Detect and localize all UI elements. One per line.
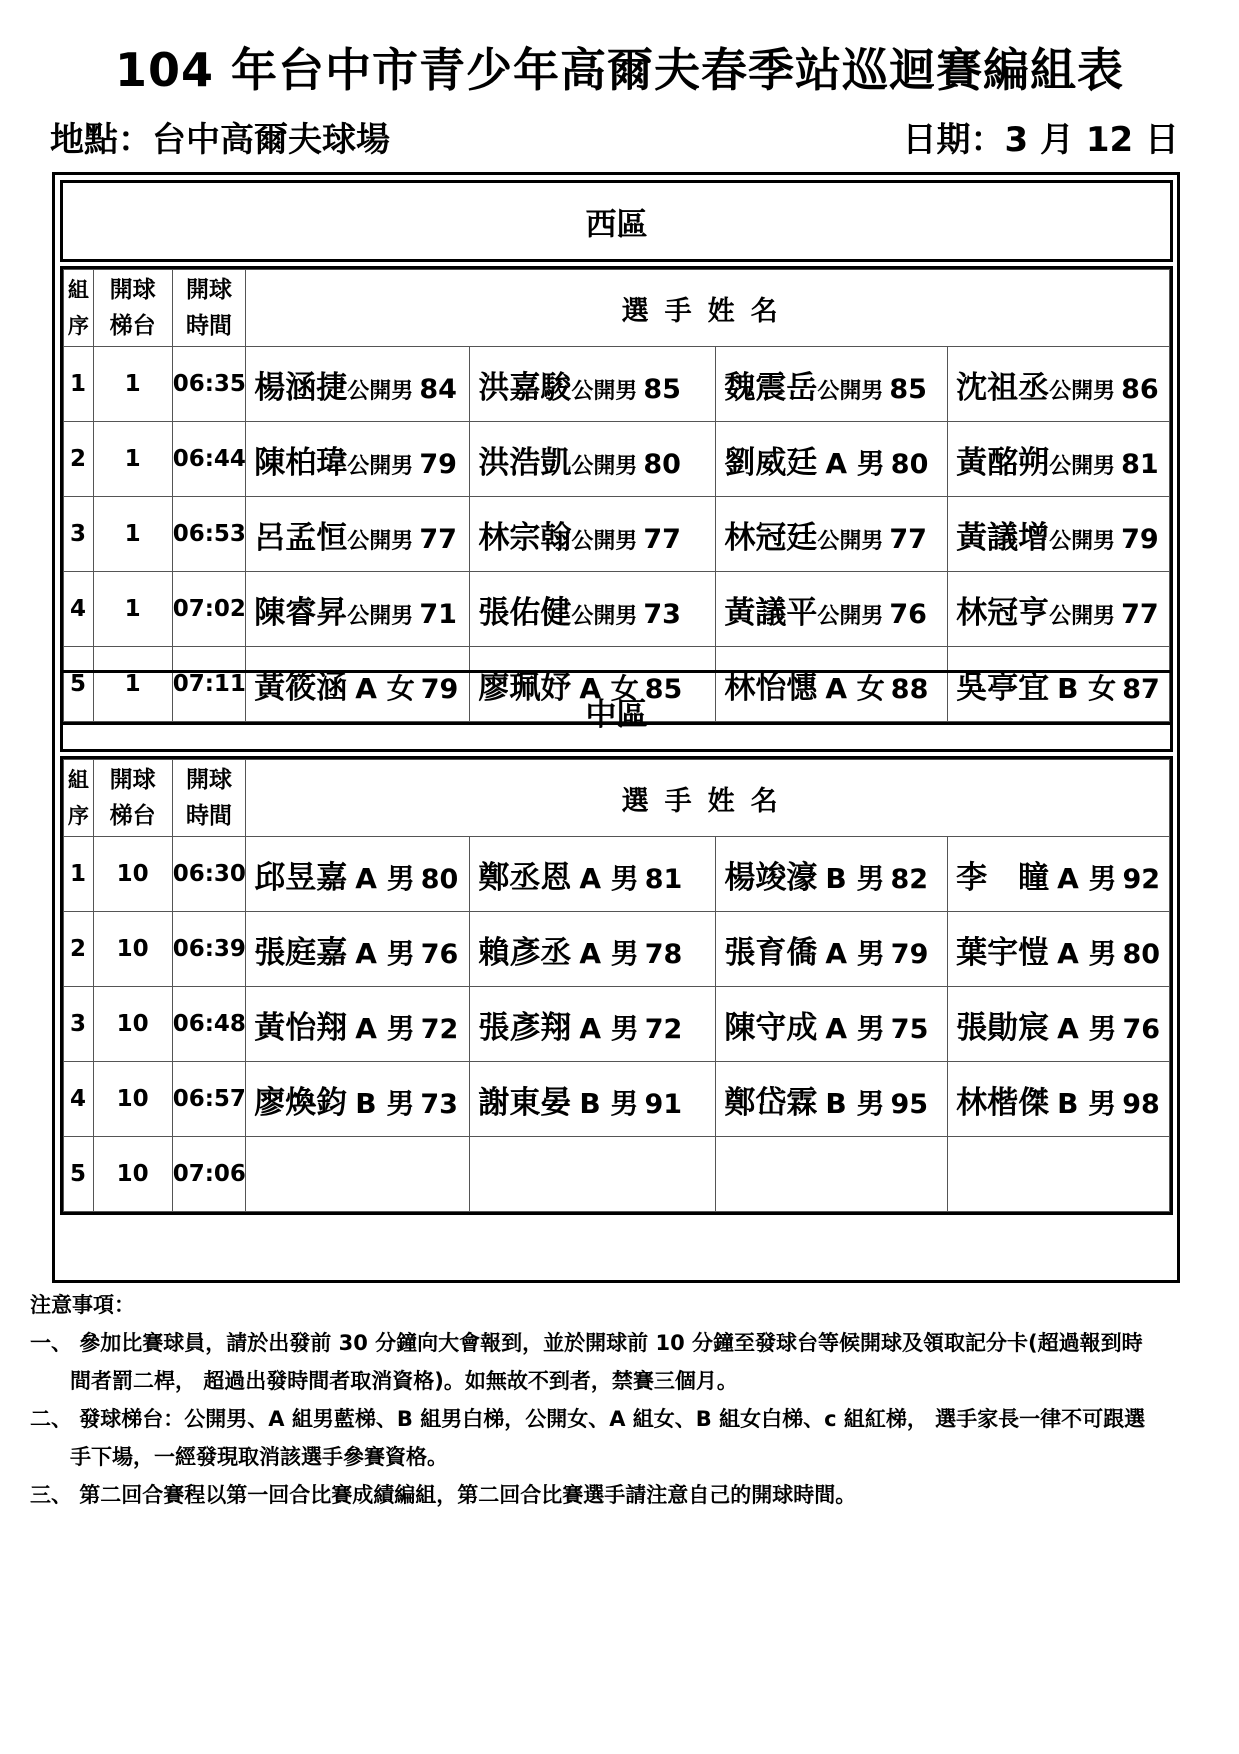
tee-time: 06:39 — [172, 912, 246, 987]
player-score: 76 — [1122, 1013, 1161, 1045]
zone-title-central: 中區 — [60, 670, 1173, 752]
player-group: A 男 — [825, 936, 885, 970]
player-group: A 男 — [1057, 861, 1117, 895]
player-group: 公開男 — [1049, 528, 1116, 554]
player-group: A 男 — [355, 1011, 415, 1045]
player-group: 公開男 — [817, 378, 884, 404]
player-name: 陳柏瑋 — [254, 444, 348, 481]
zone-title-west: 西區 — [60, 180, 1173, 262]
player-cell — [470, 347, 716, 422]
player-group: B 男 — [579, 1086, 639, 1120]
table-header — [64, 270, 1170, 347]
player-cell — [948, 422, 1170, 497]
player-group: A 男 — [1057, 1011, 1117, 1045]
player-score: 76 — [889, 598, 927, 630]
player-cell — [716, 1137, 948, 1212]
notes-heading: 注意事項： — [30, 1293, 135, 1317]
player-score: 77 — [889, 523, 927, 555]
group-seq: 2 — [64, 422, 94, 497]
player-score: 79 — [420, 673, 459, 705]
player-score: 80 — [890, 448, 929, 480]
col-names-label: 選手姓名 — [246, 270, 1170, 347]
player-group: A 女 — [355, 671, 415, 705]
note-item-1-cont: 間者罰二桿， 超過出發時間者取消資格)。如無故不到者，禁賽三個月。 — [70, 1369, 738, 1393]
note-item-2-cont: 手下場，一經發現取消該選手參賽資格。 — [70, 1445, 448, 1469]
player-group: A 男 — [1057, 936, 1117, 970]
player-group: B 男 — [355, 1086, 415, 1120]
player-score: 84 — [419, 373, 457, 405]
player-score: 77 — [419, 523, 457, 555]
player-group: 公開男 — [1049, 603, 1116, 629]
player-score: 80 — [643, 448, 681, 480]
player-cell — [716, 1062, 948, 1137]
player-group: 公開男 — [347, 378, 414, 404]
tee-time: 07:06 — [172, 1137, 246, 1212]
player-name: 楊涵捷 — [254, 369, 348, 406]
table-row — [64, 1137, 1170, 1212]
player-name: 張彥翔 — [478, 1009, 572, 1046]
player-name: 張育僑 — [724, 934, 818, 971]
player-name: 黃筱涵 — [254, 669, 348, 706]
tee-time: 06:44 — [172, 422, 246, 497]
tee-time: 06:48 — [172, 987, 246, 1062]
player-name: 劉威廷 — [724, 444, 818, 481]
table-row — [64, 572, 1170, 647]
col-tee-label: 開球 — [109, 277, 156, 303]
col-seq-label-2: 序 — [67, 314, 89, 338]
player-name: 陳守成 — [724, 1009, 818, 1046]
player-group: 公開男 — [817, 603, 884, 629]
table-header — [64, 760, 1170, 837]
player-score: 98 — [1122, 1088, 1160, 1120]
player-cell — [948, 347, 1170, 422]
group-seq: 4 — [64, 1062, 94, 1137]
group-seq: 2 — [64, 912, 94, 987]
page-title: 104 年台中市青少年高爾夫春季站巡迴賽編組表 — [114, 43, 1125, 97]
player-cell — [948, 912, 1170, 987]
player-name: 黃議平 — [724, 594, 818, 631]
table-row — [64, 497, 1170, 572]
player-group: A 男 — [355, 861, 415, 895]
player-cell — [246, 1062, 470, 1137]
player-name: 吳亭宜 — [956, 669, 1050, 706]
player-score: 78 — [644, 938, 683, 970]
player-group: A 男 — [579, 861, 639, 895]
col-names-label: 選手姓名 — [246, 760, 1170, 837]
player-cell — [246, 1137, 470, 1212]
player-cell — [948, 572, 1170, 647]
zone-table-west — [60, 266, 1173, 725]
table-row — [64, 422, 1170, 497]
player-name: 陳睿昇 — [254, 594, 348, 631]
player-cell — [470, 987, 716, 1062]
player-name: 楊竣濠 — [724, 859, 818, 896]
player-score: 92 — [1122, 863, 1161, 895]
player-score: 77 — [1121, 598, 1159, 630]
table-row — [64, 837, 1170, 912]
player-group: A 男 — [579, 1011, 639, 1045]
tee-number: 10 — [93, 1137, 172, 1212]
player-cell — [948, 987, 1170, 1062]
player-name: 沈祖丞 — [956, 369, 1050, 406]
player-group: B 男 — [825, 861, 885, 895]
player-name: 林冠廷 — [724, 519, 818, 556]
tee-number: 10 — [93, 837, 172, 912]
player-score: 87 — [1122, 673, 1160, 705]
player-name: 洪嘉駿 — [478, 369, 572, 406]
player-cell — [716, 497, 948, 572]
player-cell — [246, 497, 470, 572]
player-cell — [470, 497, 716, 572]
tee-time: 06:53 — [172, 497, 246, 572]
player-name: 張庭嘉 — [254, 934, 348, 971]
date-label: 日期：3 月 12 日 — [902, 120, 1179, 160]
tee-time: 07:02 — [172, 572, 246, 647]
player-cell — [246, 572, 470, 647]
notes-section — [30, 1286, 1220, 1514]
group-seq: 4 — [64, 572, 94, 647]
tee-number: 10 — [93, 912, 172, 987]
player-cell — [246, 912, 470, 987]
player-group: A 男 — [825, 1011, 885, 1045]
tee-time: 06:35 — [172, 347, 246, 422]
tee-number: 1 — [93, 497, 172, 572]
col-seq-label-2: 序 — [67, 804, 89, 828]
player-name: 林怡憓 — [724, 669, 818, 706]
player-score: 81 — [1121, 448, 1159, 480]
player-cell — [716, 347, 948, 422]
player-name: 鄭岱霖 — [724, 1084, 818, 1121]
player-score: 76 — [420, 938, 459, 970]
player-score: 80 — [420, 863, 459, 895]
group-seq: 5 — [64, 1137, 94, 1212]
player-group: 公開男 — [571, 528, 638, 554]
player-group: A 男 — [355, 936, 415, 970]
player-name: 呂孟恒 — [254, 519, 348, 556]
player-cell — [716, 912, 948, 987]
tee-number: 1 — [93, 422, 172, 497]
player-cell — [470, 912, 716, 987]
player-cell — [246, 987, 470, 1062]
player-score: 85 — [889, 373, 927, 405]
group-seq: 3 — [64, 497, 94, 572]
col-time-label: 開球 — [186, 767, 232, 793]
player-score: 80 — [1122, 938, 1161, 970]
group-seq: 1 — [64, 837, 94, 912]
player-group: B 男 — [825, 1086, 885, 1120]
table-row — [64, 987, 1170, 1062]
player-score: 73 — [643, 598, 681, 630]
player-group: 公開男 — [347, 603, 414, 629]
player-cell — [470, 422, 716, 497]
player-score: 82 — [890, 863, 929, 895]
player-group: A 男 — [825, 446, 885, 480]
player-score: 77 — [643, 523, 681, 555]
player-name: 張勛宸 — [956, 1009, 1050, 1046]
player-cell — [716, 422, 948, 497]
col-tee-label-2: 梯台 — [109, 313, 156, 339]
player-group: 公開男 — [347, 453, 414, 479]
col-tee-label-2: 梯台 — [109, 803, 156, 829]
player-group: A 女 — [825, 671, 885, 705]
player-name: 黃怡翔 — [254, 1009, 348, 1046]
player-score: 72 — [644, 1013, 683, 1045]
player-cell — [470, 837, 716, 912]
player-name: 林冠亨 — [956, 594, 1050, 631]
player-name: 洪浩凱 — [478, 444, 572, 481]
col-time-label: 開球 — [186, 277, 232, 303]
player-group: A 男 — [579, 936, 639, 970]
player-cell — [716, 987, 948, 1062]
player-cell — [716, 837, 948, 912]
player-score: 79 — [419, 448, 457, 480]
player-score: 85 — [643, 373, 681, 405]
player-group: 公開男 — [817, 528, 884, 554]
tee-number: 1 — [93, 347, 172, 422]
player-name: 黃議增 — [956, 519, 1050, 556]
player-cell — [246, 837, 470, 912]
player-score: 85 — [644, 673, 683, 705]
player-name: 魏震岳 — [724, 369, 818, 406]
schedule-frame — [52, 172, 1180, 1283]
player-score: 75 — [890, 1013, 929, 1045]
note-item-3: 三、 第二回合賽程以第一回合比賽成績編組，第二回合比賽選手請注意自己的開球時間。 — [30, 1483, 857, 1507]
player-name: 謝東晏 — [478, 1084, 572, 1121]
player-cell — [948, 497, 1170, 572]
player-name: 鄭丞恩 — [478, 859, 572, 896]
player-group: A 女 — [579, 671, 639, 705]
tee-time: 06:30 — [172, 837, 246, 912]
player-name: 林楷傑 — [956, 1084, 1050, 1121]
col-time-label-2: 時間 — [186, 313, 232, 339]
tee-number: 10 — [93, 1062, 172, 1137]
note-item-2: 二、 發球梯台：公開男、A 組男藍梯、B 組男白梯，公開女、A 組女、B 組女白梯、c 組紅梯， 選手家長一律不可跟選 — [30, 1407, 1146, 1431]
table-row — [64, 912, 1170, 987]
player-score: 88 — [890, 673, 929, 705]
tee-number: 1 — [93, 647, 172, 722]
col-seq-label: 組 — [67, 768, 89, 792]
player-group: B 男 — [1057, 1086, 1117, 1120]
player-score: 79 — [890, 938, 929, 970]
location-label: 地點：台中高爾夫球場 — [50, 120, 390, 160]
player-cell — [716, 572, 948, 647]
player-group: 公開男 — [571, 453, 638, 479]
tee-time: 07:11 — [172, 647, 246, 722]
player-name: 黃酩朔 — [956, 444, 1050, 481]
player-name: 李 瞳 — [956, 859, 1050, 896]
player-group: 公開男 — [1049, 453, 1116, 479]
col-time-label-2: 時間 — [186, 803, 232, 829]
col-seq-label: 組 — [67, 278, 89, 302]
player-cell — [948, 1062, 1170, 1137]
player-name: 賴彥丞 — [478, 934, 572, 971]
player-score: 91 — [644, 1088, 683, 1120]
player-group: B 女 — [1057, 671, 1117, 705]
player-group: 公開男 — [1049, 378, 1116, 404]
player-group: 公開男 — [571, 378, 638, 404]
player-name: 邱昱嘉 — [254, 859, 348, 896]
player-score: 73 — [420, 1088, 458, 1120]
group-seq: 5 — [64, 647, 94, 722]
player-cell — [470, 1137, 716, 1212]
player-group: 公開男 — [571, 603, 638, 629]
player-cell — [948, 1137, 1170, 1212]
player-name: 葉宇愷 — [956, 934, 1050, 971]
table-row — [64, 347, 1170, 422]
player-cell — [246, 422, 470, 497]
player-score: 79 — [1121, 523, 1159, 555]
table-row — [64, 1062, 1170, 1137]
tee-number: 10 — [93, 987, 172, 1062]
player-name: 林宗翰 — [478, 519, 572, 556]
player-score: 71 — [419, 598, 457, 630]
tee-number: 1 — [93, 572, 172, 647]
col-tee-label: 開球 — [109, 767, 156, 793]
player-score: 95 — [890, 1088, 929, 1120]
note-item-1: 一、 參加比賽球員，請於出發前 30 分鐘向大會報到，並於開球前 10 分鐘至發球台等候開球及領取記分卡(超過報到時 — [30, 1331, 1143, 1355]
player-name: 張佑健 — [478, 594, 572, 631]
player-name: 廖珮妤 — [478, 669, 572, 706]
tee-time: 06:57 — [172, 1062, 246, 1137]
group-seq: 3 — [64, 987, 94, 1062]
player-group: 公開男 — [347, 528, 414, 554]
player-cell — [470, 1062, 716, 1137]
player-cell — [246, 347, 470, 422]
player-cell — [470, 572, 716, 647]
zone-table-central — [60, 756, 1173, 1215]
player-cell — [948, 837, 1170, 912]
player-score: 81 — [644, 863, 683, 895]
player-name: 廖煥鈞 — [254, 1084, 348, 1121]
player-score: 72 — [420, 1013, 459, 1045]
group-seq: 1 — [64, 347, 94, 422]
player-score: 86 — [1121, 373, 1159, 405]
